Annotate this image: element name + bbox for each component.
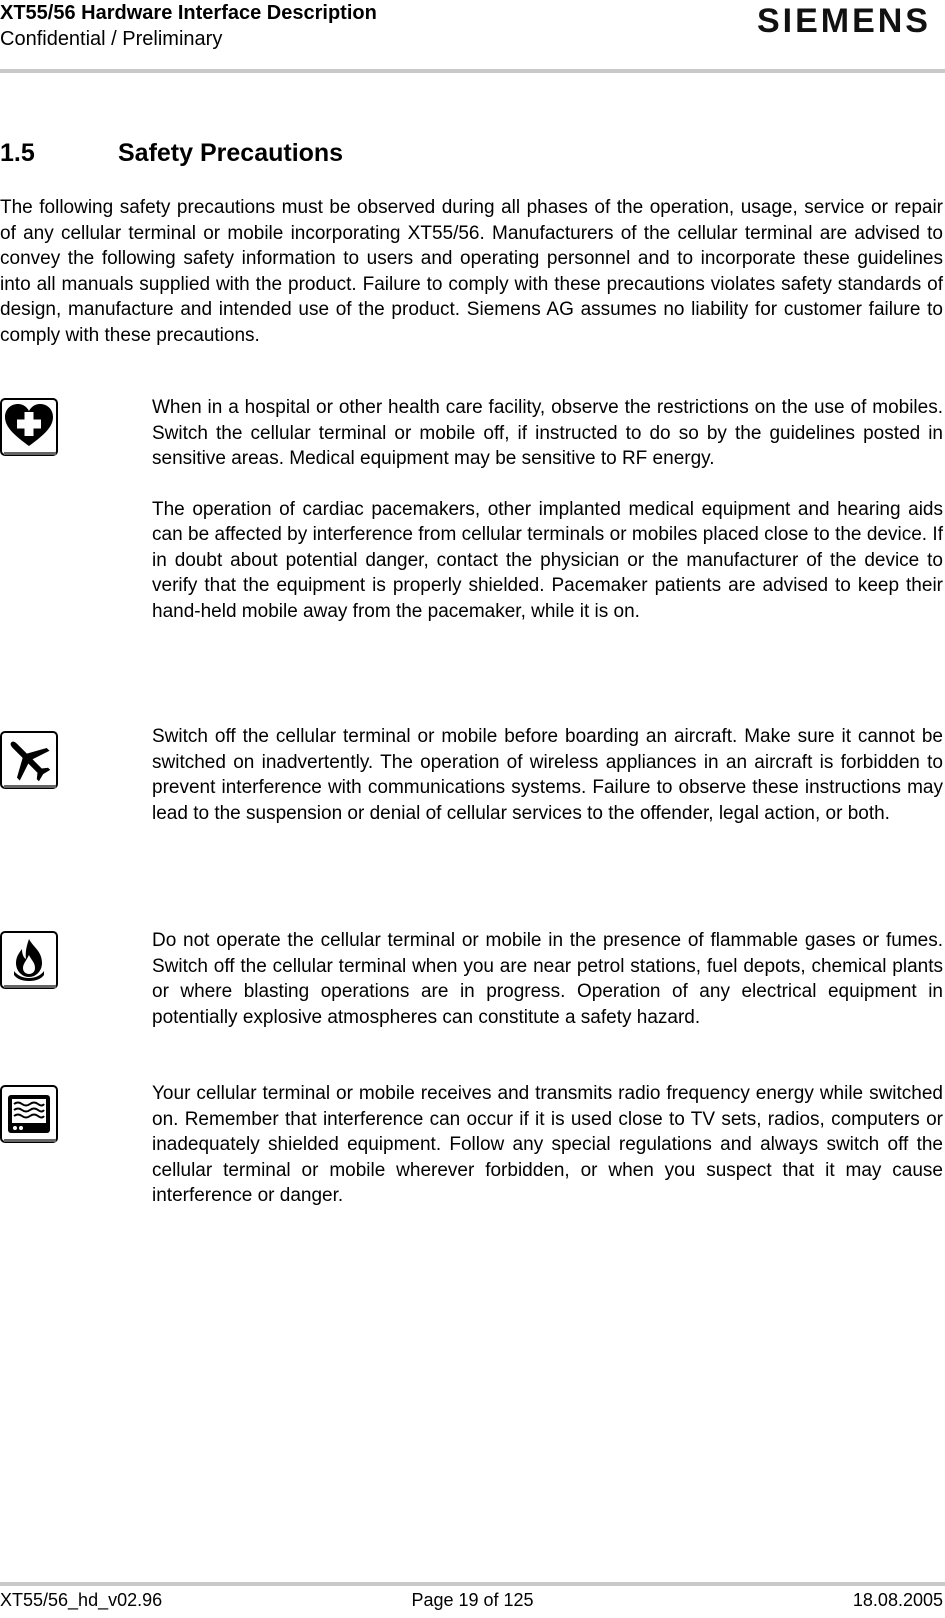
precaution-paragraph: Your cellular terminal or mobile receives and transmits radio frequency energy while switched on. Remember that interference can occur if it is used close to TV sets, radios, computers or inadequately shielded equipment. Follow any special regulations and always switch off the cellular terminal or mobile wherever forbidden, or when you suspect that it may cause interference or danger. bbox=[152, 1083, 943, 1206]
siemens-logo: SIEMENS bbox=[756, 2, 931, 40]
document-subtitle: Confidential / Preliminary bbox=[0, 28, 223, 50]
footer-date: 18.08.2005 bbox=[852, 1590, 943, 1610]
airplane-icon bbox=[0, 731, 58, 789]
footer-doc-id: XT55/56_hd_v02.96 bbox=[0, 1590, 163, 1610]
precaution-interference-text bbox=[152, 1081, 943, 1209]
flame-icon bbox=[0, 931, 58, 989]
medical-heart-cross-icon bbox=[0, 398, 58, 456]
document-title: XT55/56 Hardware Interface Description bbox=[0, 2, 377, 24]
footer-divider bbox=[0, 1582, 945, 1586]
tv-interference-icon bbox=[0, 1085, 58, 1143]
section-heading bbox=[0, 139, 343, 168]
precaution-paragraph: When in a hospital or other health care facility, observe the restrictions on the use of mobiles. Switch the cellular terminal or mobile off, if instructed to do so by the guidelines posted in sensitive areas. Medical equipment may be sensitive to RF energy. bbox=[152, 397, 943, 469]
precaution-paragraph: The operation of cardiac pacemakers, other implanted medical equipment and hearing aids can be affected by interference from cellular terminals or mobiles placed close to the device. If in doubt about potential danger, contact the physician or the manufacturer of the device to verify that the equipment is properly shielded. Pacemaker patients are advised to keep their hand-held mobile away from the pacemaker, while it is on. bbox=[152, 498, 943, 622]
footer-page-number: Page 19 of 125 bbox=[411, 1590, 534, 1610]
section-number: 1.5 bbox=[0, 139, 35, 167]
document-header bbox=[0, 0, 377, 52]
precaution-paragraph: Switch off the cellular terminal or mobile before boarding an aircraft. Make sure it cannot be switched on inadvertently. The operation of wireless appliances in an aircraft is forbidden to prevent interference with communications systems. Failure to observe these instructions may lead to the suspension or denial of cellular services to the offender, legal action, or both. bbox=[152, 726, 943, 824]
precaution-flammable-text bbox=[152, 928, 943, 1030]
intro-paragraph: The following safety precautions must be observed during all phases of the operation, usage, service or repair of any cellular terminal or mobile incorporating XT55/56. Manufacturers of the cellular terminal are advised to convey the following safety information to users and operating personnel and to incorporate these guidelines into all manuals supplied with the product. Failure to comply with these precautions violates safety standards of design, manufacture and intended use of the product. Siemens AG assumes no liability for customer failure to comply with these precautions. bbox=[0, 197, 943, 346]
section-title: Safety Precautions bbox=[118, 139, 344, 167]
precaution-aircraft-text bbox=[152, 724, 943, 826]
precaution-medical-text bbox=[152, 395, 943, 624]
precaution-paragraph: Do not operate the cellular terminal or mobile in the presence of flammable gases or fumes. Switch off the cellular terminal when you are near petrol stations, fuel depots, chemical plants or where blasting operations are in progress. Operation of any electrical equipment in potentially explosive atmospheres can constitute a safety hazard. bbox=[152, 930, 943, 1028]
header-divider bbox=[0, 69, 945, 73]
